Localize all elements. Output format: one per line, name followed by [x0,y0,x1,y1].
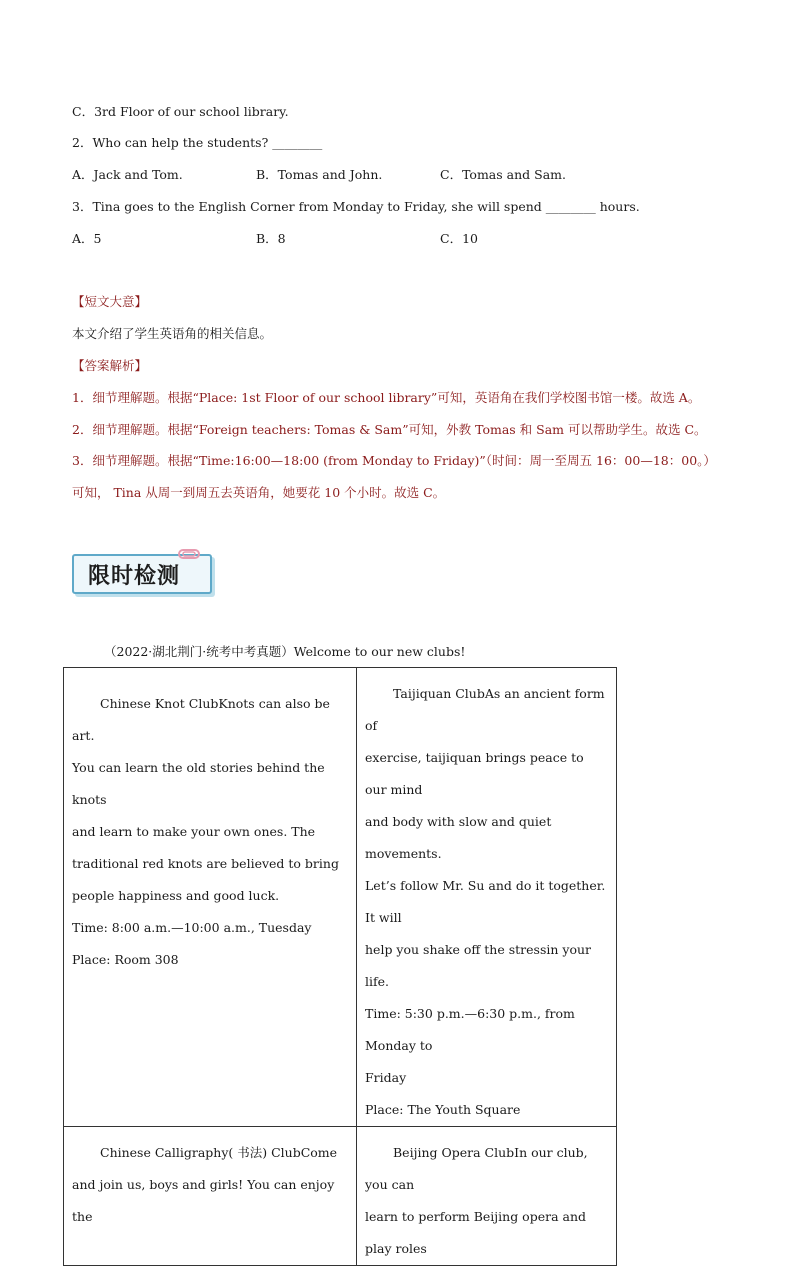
club-place: Place: The Youth Square [365,1102,521,1117]
analysis-item-2: 2．细节理解题。根据“Foreign teachers: Tomas & Sam”可知，外教 Tomas 和 Sam 可以帮助学生。故选 C。 [72,422,707,437]
club-chinese-knot [64,668,357,1127]
q2-option-b: B．Tomas and John. [256,167,383,182]
club-taijiquan [357,668,617,1127]
paperclip-icon [178,548,200,560]
q3-stem: 3．Tina goes to the English Corner from Monday to Friday, she will spend ________ hours. [72,199,640,214]
q3-option-b: B．8 [256,231,286,246]
club-line: Let’s follow Mr. Su and do it together. It will [365,878,606,925]
club-line: Taijiquan ClubAs an ancient form of [365,686,605,733]
analysis-item-3-cont: 可知， Tina 从周一到周五去英语角，她要花 10 个小时。故选 C。 [72,485,446,500]
club-line: traditional red knots are believed to bring [72,856,339,871]
passage-source: （2022·湖北荆门·统考中考真题）Welcome to our new clubs! [104,644,466,659]
q2-option-c: C．Tomas and Sam. [440,167,566,182]
q2-stem: 2．Who can help the students? ________ [72,135,323,150]
club-place: Place: Room 308 [72,952,179,967]
club-line: and body with slow and quiet movements. [365,814,552,861]
club-line: learn to perform Beijing opera and play roles [365,1209,587,1256]
analysis-heading: 【答案解析】 [72,358,148,373]
club-calligraphy [64,1127,357,1266]
summary-text: 本文介绍了学生英语角的相关信息。 [72,326,273,341]
club-time-cont: Friday [365,1070,407,1085]
club-line: You can learn the old stories behind the knots [72,760,325,807]
club-line: Chinese Knot ClubKnots can also be art. [72,696,330,743]
q3-option-c: C．10 [440,231,478,246]
club-beijing-opera [357,1127,617,1266]
club-line: Beijing Opera ClubIn our club, you can [365,1145,588,1192]
q3-option-a: A．5 [72,231,102,246]
club-line: exercise, taijiquan brings peace to our mind [365,750,584,797]
q1-option-c: C．3rd Floor of our school library. [72,104,289,119]
q2-option-a: A．Jack and Tom. [72,167,183,182]
club-line: people happiness and good luck. [72,888,280,903]
summary-heading: 【短文大意】 [72,294,148,309]
club-time: Time: 8:00 a.m.—10:00 a.m., Tuesday [72,920,312,935]
club-line: help you shake off the stressin your life. [365,942,591,989]
club-line: Chinese Calligraphy( 书法) ClubCome [100,1145,338,1160]
club-time: Time: 5:30 p.m.—6:30 p.m., from Monday to [365,1006,575,1053]
section-banner [72,548,214,594]
section-title: 限时检测 [88,564,181,589]
clubs-table [63,667,617,1266]
analysis-item-1: 1．细节理解题。根据“Place: 1st Floor of our school library”可知，英语角在我们学校图书馆一楼。故选 A。 [72,390,701,405]
club-line: and join us, boys and girls! You can enjoy the [72,1177,335,1224]
club-line: and learn to make your own ones. The [72,824,316,839]
analysis-item-3: 3．细节理解题。根据“Time:16:00—18:00 (from Monday to Friday)”（时间：周一至周五 16：00—18：00。） [72,453,716,468]
